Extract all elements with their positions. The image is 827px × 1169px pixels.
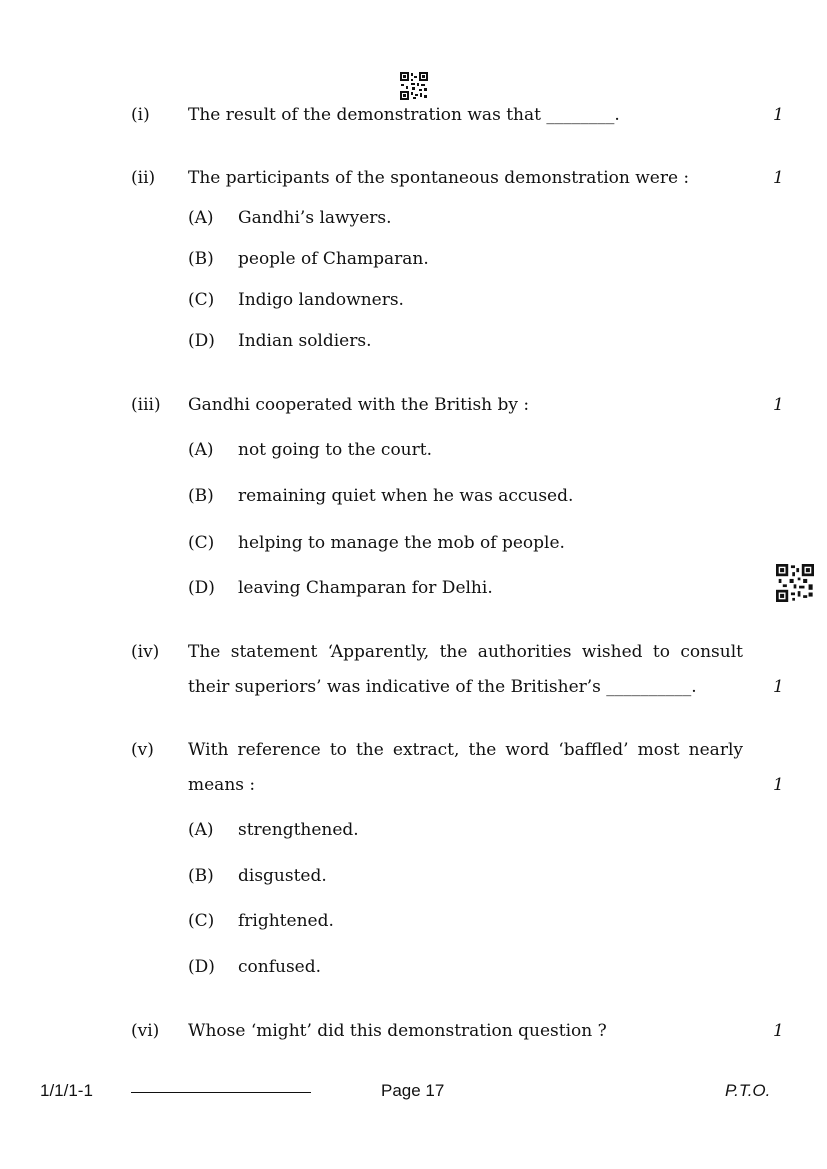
option-label: (C) <box>188 533 215 553</box>
option-text: remaining quiet when he was accused. <box>238 486 574 506</box>
question-number: (i) <box>131 105 150 125</box>
question-text: The participants of the spontaneous demonstration were : <box>188 168 690 188</box>
option-label: (A) <box>188 820 214 840</box>
option-label: (D) <box>188 331 215 351</box>
footer-divider <box>131 1092 311 1093</box>
question-number: (iii) <box>131 395 161 415</box>
question-marks: 1 <box>773 775 784 795</box>
option-text: helping to manage the mob of people. <box>238 533 565 553</box>
question-marks: 1 <box>773 1021 784 1041</box>
option-text: people of Champaran. <box>238 249 429 269</box>
option-text: Indian soldiers. <box>238 331 372 351</box>
option-label: (A) <box>188 208 214 228</box>
option-label: (D) <box>188 578 215 598</box>
option-text: Indigo landowners. <box>238 290 404 310</box>
option-label: (A) <box>188 440 214 460</box>
page-number: Page 17 <box>381 1081 445 1100</box>
question-marks: 1 <box>773 105 784 125</box>
option-label: (D) <box>188 957 215 977</box>
option-label: (B) <box>188 486 214 506</box>
question-marks: 1 <box>773 168 784 188</box>
question-number: (ii) <box>131 168 156 188</box>
option-label: (C) <box>188 911 215 931</box>
question-text: The result of the demonstration was that ________. <box>188 105 620 125</box>
paper-code: 1/1/1-1 <box>40 1081 93 1100</box>
question-marks: 1 <box>773 395 784 415</box>
option-text: strengthened. <box>238 820 359 840</box>
question-number: (v) <box>131 740 154 760</box>
pto-label: P.T.O. <box>725 1081 771 1100</box>
option-text: Gandhi’s lawyers. <box>238 208 392 228</box>
option-label: (B) <box>188 249 214 269</box>
question-marks: 1 <box>773 677 784 697</box>
option-text: disgusted. <box>238 866 327 886</box>
question-text-line-1: The statement ‘Apparently, the authorities wished to consult <box>188 642 743 662</box>
option-text: frightened. <box>238 911 334 931</box>
question-text: Gandhi cooperated with the British by : <box>188 395 530 415</box>
question-text-line-1: With reference to the extract, the word ‘baffled’ most nearly <box>188 740 743 760</box>
question-text-line-2: their superiors’ was indicative of the Britisher’s __________. <box>188 677 697 697</box>
question-number: (vi) <box>131 1021 160 1041</box>
question-text: Whose ‘might’ did this demonstration question ? <box>188 1021 607 1041</box>
qr-code-top <box>400 72 428 100</box>
option-text: confused. <box>238 957 322 977</box>
option-text: not going to the court. <box>238 440 432 460</box>
option-text: leaving Champaran for Delhi. <box>238 578 493 598</box>
question-text-line-2: means : <box>188 775 256 795</box>
option-label: (B) <box>188 866 214 886</box>
question-number: (iv) <box>131 642 160 662</box>
qr-code-side <box>776 564 814 602</box>
option-label: (C) <box>188 290 215 310</box>
